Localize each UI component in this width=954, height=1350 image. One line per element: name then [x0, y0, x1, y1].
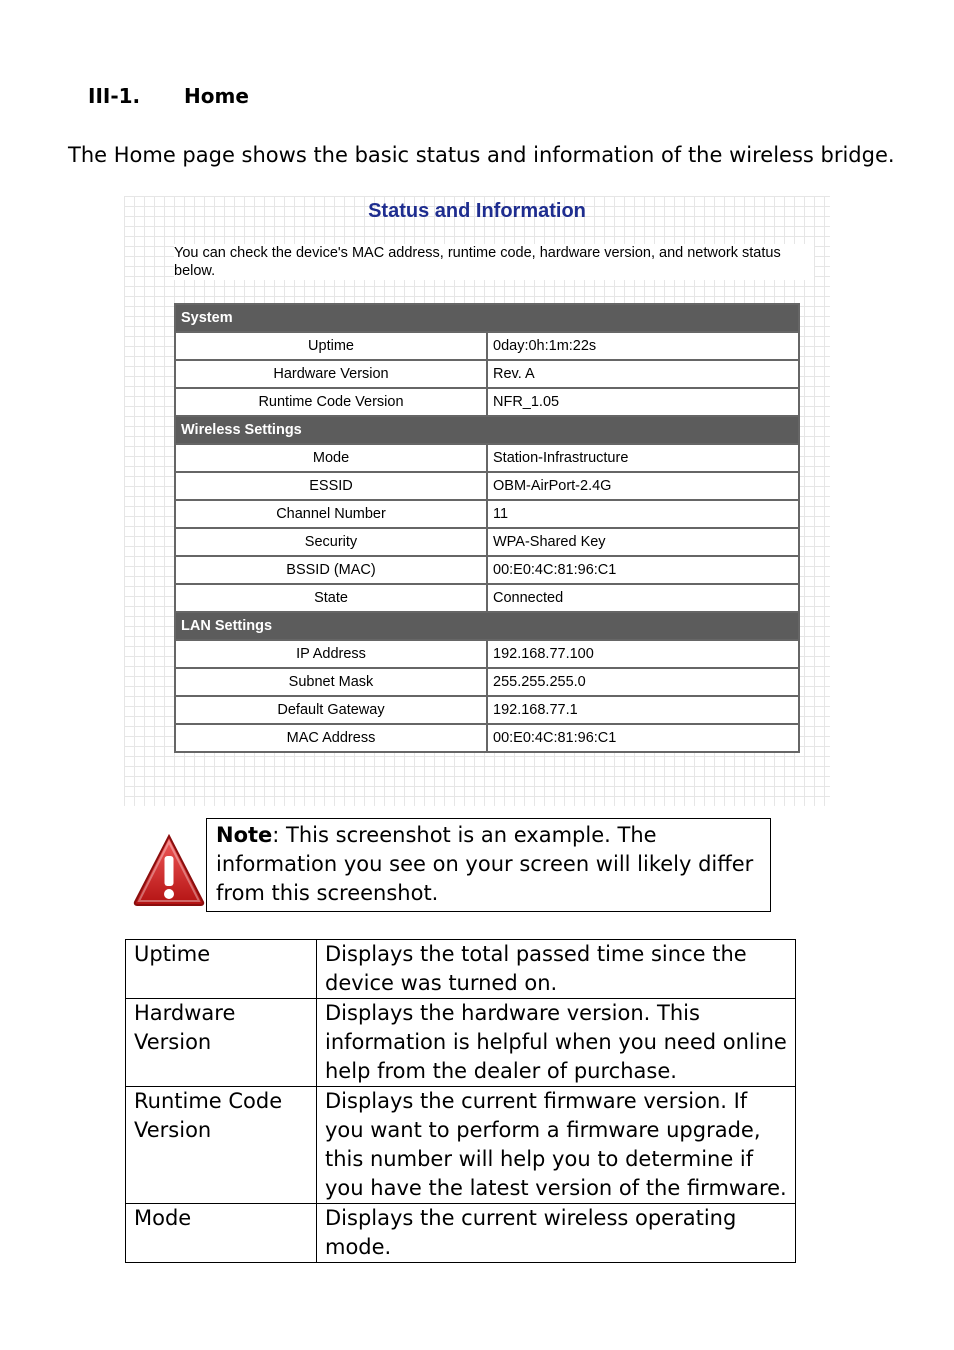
row-value: OBM-AirPort-2.4G: [487, 472, 799, 500]
row-label: Default Gateway: [175, 696, 487, 724]
status-screenshot: [124, 196, 830, 806]
note-text: : This screenshot is an example. The information you see on your screen will likely differ from this screenshot.: [216, 823, 754, 905]
table-row: [175, 724, 799, 752]
row-label: IP Address: [175, 640, 487, 668]
row-label: Channel Number: [175, 500, 487, 528]
table-row: [175, 696, 799, 724]
row-label: Hardware Version: [175, 360, 487, 388]
row-value: 00:E0:4C:81:96:C1: [487, 724, 799, 752]
section-header: System: [175, 304, 799, 332]
row-label: ESSID: [175, 472, 487, 500]
row-value: 00:E0:4C:81:96:C1: [487, 556, 799, 584]
table-row: [175, 472, 799, 500]
row-value: Rev. A: [487, 360, 799, 388]
row-label: Uptime: [175, 332, 487, 360]
section-number: III-1.: [88, 84, 141, 108]
status-title: Status and Information: [368, 200, 586, 222]
row-value: Station-Infrastructure: [487, 444, 799, 472]
status-table: [174, 303, 800, 753]
row-value: NFR_1.05: [487, 388, 799, 416]
term-cell: Runtime Code Version: [126, 1087, 317, 1204]
section-title: Home: [184, 84, 249, 108]
row-value: 255.255.255.0: [487, 668, 799, 696]
row-value: 192.168.77.1: [487, 696, 799, 724]
table-row: [175, 528, 799, 556]
description-cell: Displays the hardware version. This information is helpful when you need online help from the dealer of purchase.: [317, 999, 796, 1087]
table-row: [126, 940, 796, 999]
section-header: Wireless Settings: [175, 416, 799, 444]
table-row: [175, 584, 799, 612]
table-row: [126, 1087, 796, 1204]
row-label: Runtime Code Version: [175, 388, 487, 416]
table-row: [175, 388, 799, 416]
status-description: You can check the device's MAC address, runtime code, hardware version, and network status below.: [174, 244, 814, 280]
table-row: [175, 360, 799, 388]
description-cell: Displays the current firmware version. If you want to perform a firmware upgrade, this number will help you to determine if you have the latest version of the firmware.: [317, 1087, 796, 1204]
term-cell: Hardware Version: [126, 999, 317, 1087]
section-row-lan: [175, 612, 799, 640]
table-row: [175, 556, 799, 584]
table-row: [175, 500, 799, 528]
description-cell: Displays the current wireless operating mode.: [317, 1204, 796, 1263]
description-cell: Displays the total passed time since the device was turned on.: [317, 940, 796, 999]
row-label: MAC Address: [175, 724, 487, 752]
row-label: Subnet Mask: [175, 668, 487, 696]
table-row: [175, 640, 799, 668]
intro-paragraph: The Home page shows the basic status and information of the wireless bridge.: [68, 143, 895, 167]
row-label: State: [175, 584, 487, 612]
section-header: LAN Settings: [175, 612, 799, 640]
warning-icon: [132, 832, 206, 908]
row-value: Connected: [487, 584, 799, 612]
table-row: [126, 1204, 796, 1263]
row-value: 192.168.77.100: [487, 640, 799, 668]
table-row: [175, 444, 799, 472]
row-value: WPA-Shared Key: [487, 528, 799, 556]
row-label: Security: [175, 528, 487, 556]
section-row-system: [175, 304, 799, 332]
row-label: Mode: [175, 444, 487, 472]
note-label: Note: [216, 823, 273, 847]
table-row: [175, 332, 799, 360]
term-cell: Uptime: [126, 940, 317, 999]
definitions-table: [125, 939, 796, 1263]
row-value: 11: [487, 500, 799, 528]
row-value: 0day:0h:1m:22s: [487, 332, 799, 360]
row-label: BSSID (MAC): [175, 556, 487, 584]
section-row-wireless: [175, 416, 799, 444]
table-row: [175, 668, 799, 696]
table-row: [126, 999, 796, 1087]
section-heading: [88, 84, 249, 108]
note-box: [206, 818, 771, 912]
term-cell: Mode: [126, 1204, 317, 1263]
